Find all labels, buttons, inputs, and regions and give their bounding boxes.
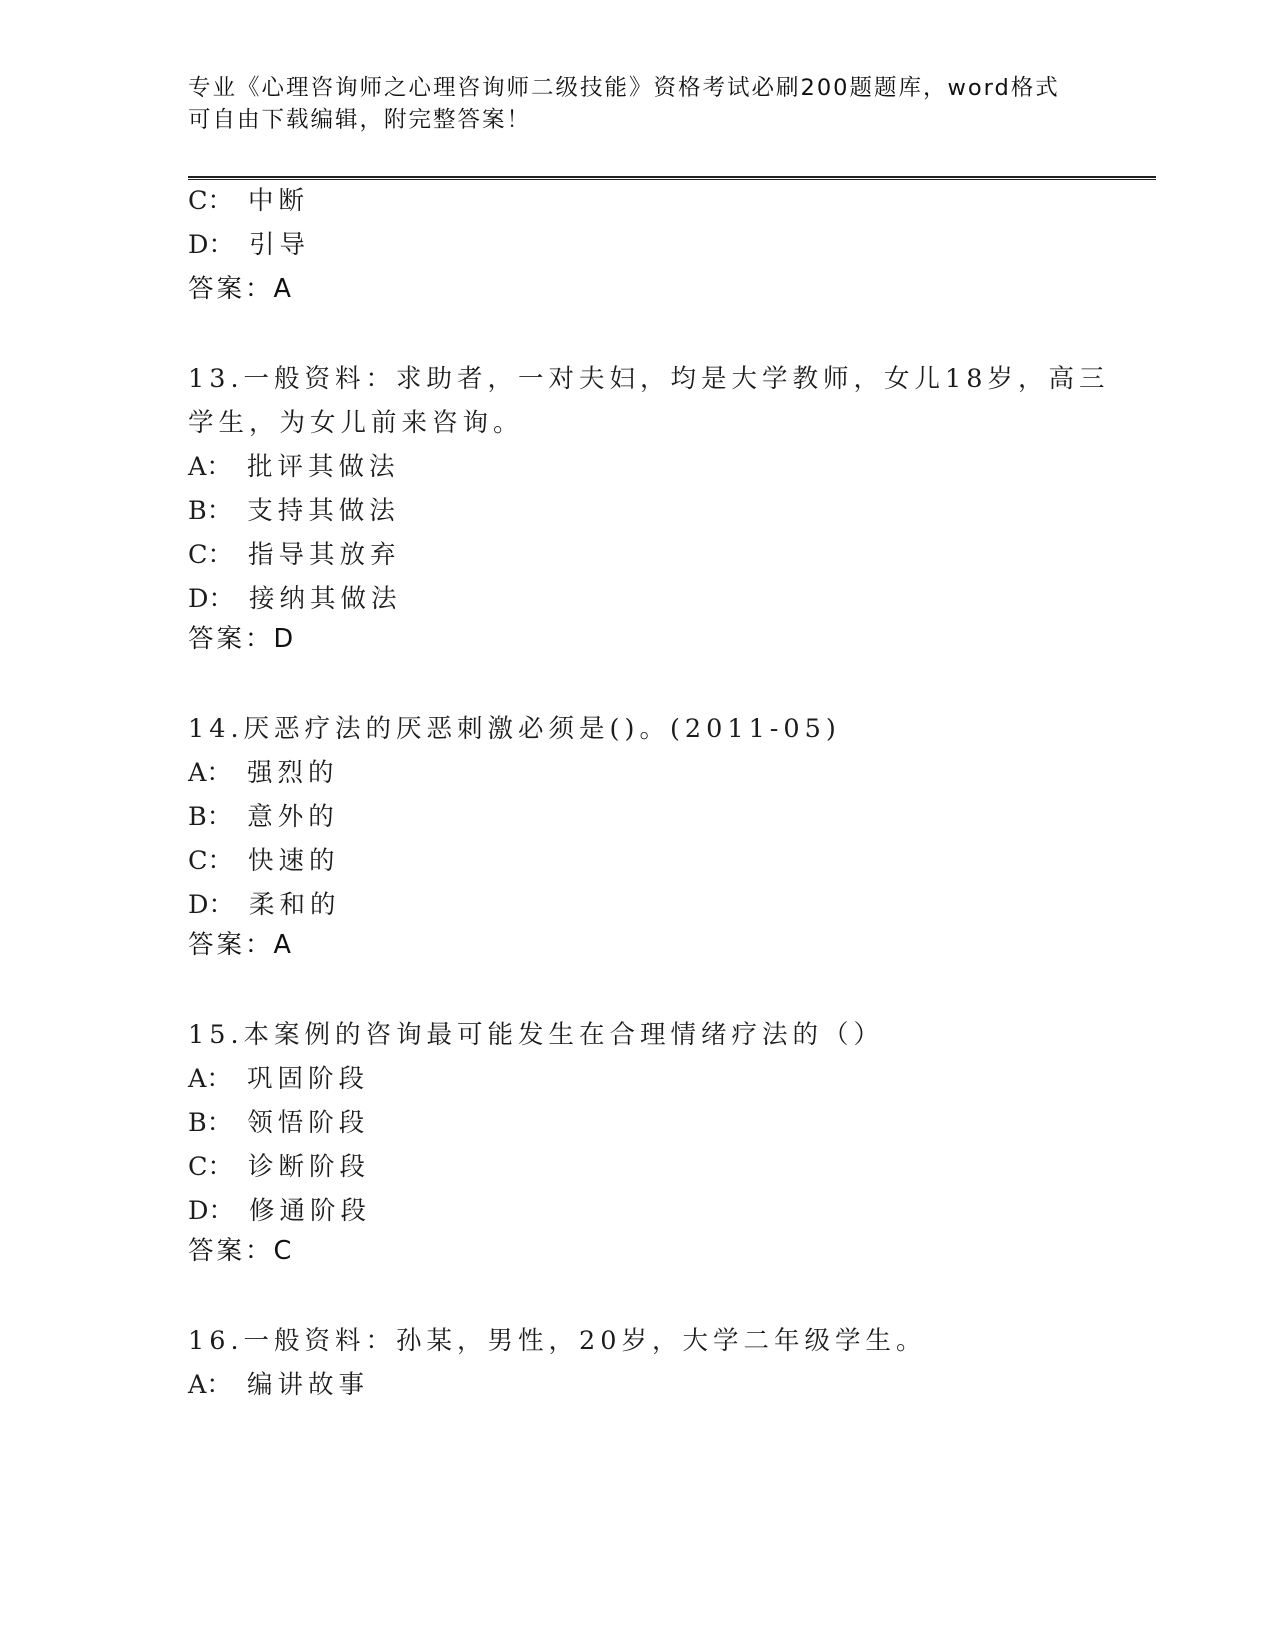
option-separator: ：: [206, 758, 237, 788]
option-row: [188, 1106, 369, 1140]
option-separator: ：: [208, 230, 239, 260]
option-row: [188, 450, 399, 484]
option-text: 修通阶段: [248, 1196, 371, 1226]
answer-value: A: [273, 930, 292, 960]
answer-label: 答案：: [188, 930, 274, 960]
question-stem-continued: 学生，为女儿前来咨询。: [188, 408, 524, 438]
option-text: 意外的: [247, 802, 339, 832]
option-key: D: [188, 584, 209, 614]
option-key: C: [188, 186, 208, 216]
option-text: 巩固阶段: [246, 1064, 369, 1094]
option-row: [188, 844, 340, 878]
option-row: [188, 1150, 370, 1184]
answer-value: C: [273, 1236, 293, 1266]
question-stem: 15.本案例的咨询最可能发生在合理情绪疗法的（）: [188, 1020, 885, 1050]
option-separator: ：: [206, 1064, 237, 1094]
option-separator: ：: [206, 452, 237, 482]
option-row: [188, 1062, 369, 1096]
option-text: 接纳其做法: [248, 584, 402, 614]
answer-label: 答案：: [188, 274, 274, 304]
option-key: D: [188, 1196, 209, 1226]
option-row: [188, 888, 340, 922]
option-text: 引导: [248, 230, 310, 260]
page-header: [188, 72, 1088, 136]
question-stem: 13.一般资料：求助者，一对夫妇，均是大学教师，女儿18岁，高三: [188, 364, 1110, 394]
option-key: A: [188, 758, 207, 788]
answer-row: [188, 928, 292, 962]
option-key: A: [188, 1370, 207, 1400]
option-separator: ：: [206, 802, 238, 832]
option-text: 快速的: [248, 846, 340, 876]
answer-row: [188, 622, 294, 656]
option-text: 编讲故事: [246, 1370, 369, 1400]
header-title-line-1: 专业《心理咨询师之心理咨询师二级技能》资格考试必刷200题题库，word格式: [188, 75, 1060, 101]
option-separator: ：: [206, 1108, 238, 1138]
option-separator: ：: [207, 540, 239, 570]
answer-row: [188, 1234, 292, 1268]
option-text: 领悟阶段: [247, 1108, 370, 1138]
option-text: 中断: [248, 186, 310, 216]
option-row: [188, 184, 309, 218]
option-row: [188, 228, 310, 262]
option-separator: ：: [208, 890, 239, 920]
option-key: C: [188, 1152, 208, 1182]
option-text: 支持其做法: [247, 496, 400, 526]
answer-value: A: [273, 274, 292, 304]
option-text: 指导其放弃: [248, 540, 401, 570]
option-row: [188, 1194, 371, 1228]
option-text: 批评其做法: [246, 452, 400, 482]
answer-label: 答案：: [188, 1236, 274, 1266]
option-row: [188, 582, 401, 616]
option-row: [188, 1368, 369, 1402]
option-text: 强烈的: [246, 758, 339, 788]
option-key: B: [188, 1108, 207, 1138]
option-text: 诊断阶段: [248, 1152, 371, 1182]
option-key: C: [188, 540, 208, 570]
option-key: D: [188, 890, 209, 920]
answer-value: D: [273, 624, 295, 654]
option-separator: ：: [206, 1370, 237, 1400]
option-separator: ：: [207, 846, 239, 876]
answer-label: 答案：: [188, 624, 274, 654]
option-key: A: [188, 1064, 207, 1094]
option-key: B: [188, 496, 207, 526]
option-separator: ：: [207, 186, 239, 216]
header-divider: [188, 176, 1156, 180]
question-stem: 14.厌恶疗法的厌恶刺激必须是()。(2011-05): [188, 714, 841, 744]
option-separator: ：: [208, 1196, 239, 1226]
option-key: D: [188, 230, 209, 260]
question-stem: 16.一般资料：孙某，男性，20岁，大学二年级学生。: [188, 1326, 927, 1356]
option-key: B: [188, 802, 207, 832]
option-key: C: [188, 846, 208, 876]
option-key: A: [188, 452, 207, 482]
option-separator: ：: [206, 496, 238, 526]
option-row: [188, 538, 401, 572]
header-title-line-2: 可自由下载编辑，附完整答案！: [188, 107, 532, 133]
option-row: [188, 494, 400, 528]
option-separator: ：: [208, 584, 239, 614]
option-separator: ：: [207, 1152, 239, 1182]
option-row: [188, 756, 338, 790]
answer-row: [188, 272, 292, 306]
option-text: 柔和的: [248, 890, 341, 920]
option-row: [188, 800, 339, 834]
